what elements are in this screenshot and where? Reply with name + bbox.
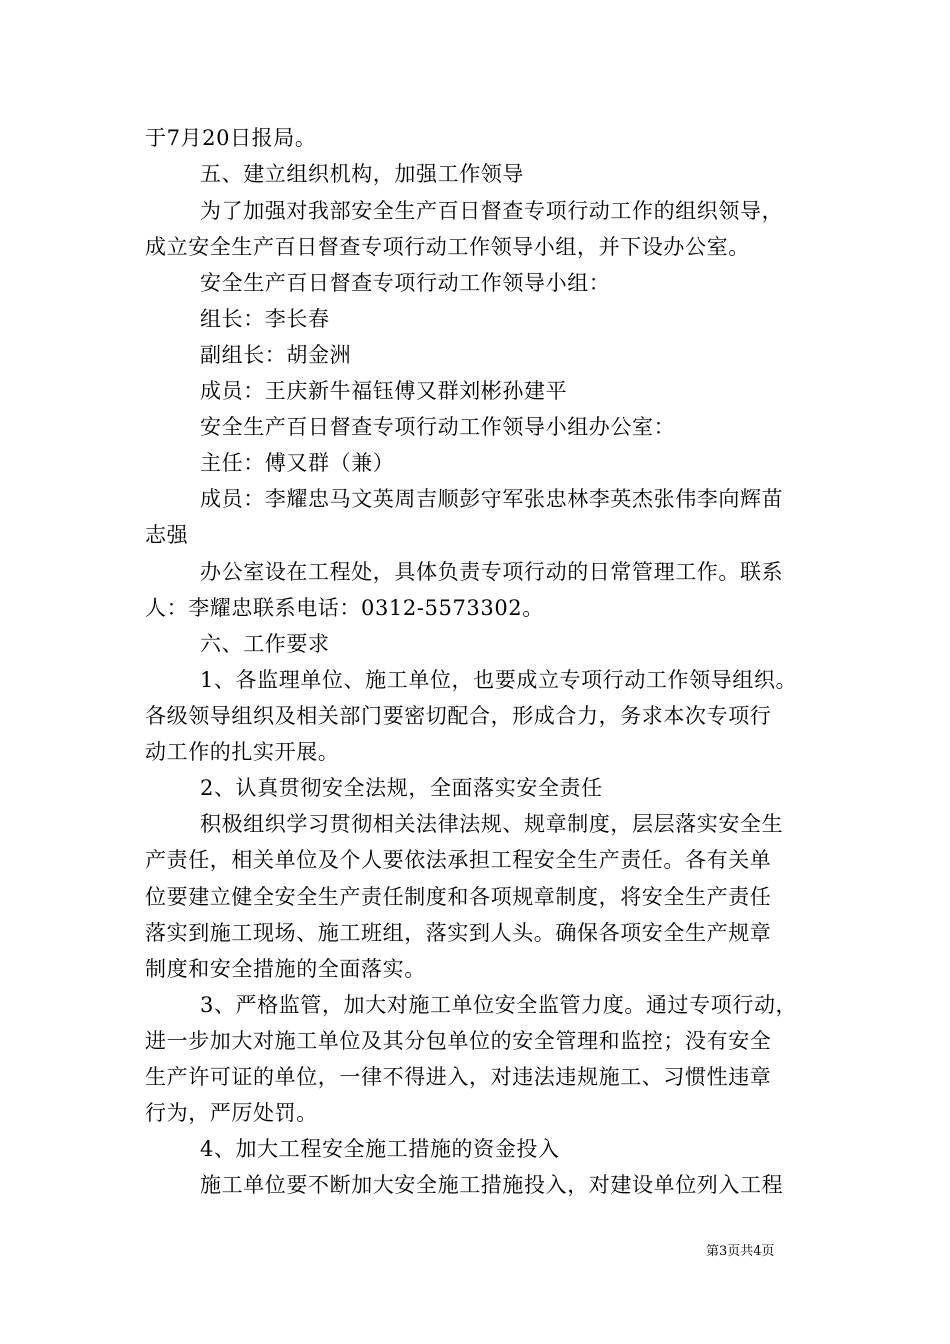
text-line: 进一步加大对施工单位及其分包单位的安全管理和监控；没有安全 [145, 1029, 772, 1053]
page-number: 第3页共4页 [706, 1244, 775, 1259]
section-heading-6: 六、工作要求 [200, 632, 330, 656]
text-line: 积极组织学习贯彻相关法律法规、规章制度，层层落实安全生 [200, 812, 784, 836]
section-heading-5: 五、建立组织机构，加强工作领导 [200, 162, 524, 186]
text-line: 2、认真贯彻安全法规，全面落实安全责任 [200, 776, 603, 800]
text-line: 各级领导组织及相关部门要密切配合，形成合力，务求本次专项行 [145, 704, 772, 728]
text-line: 办公室设在工程处，具体负责专项行动的日常管理工作。联系 [200, 560, 784, 584]
text-line: 成员：李耀忠马文英周吉顺彭守军张忠林李英杰张伟李向辉苗 [200, 487, 784, 511]
text-line: 行为，严厉处罚。 [145, 1101, 318, 1125]
text-line: 安全生产百日督查专项行动工作领导小组： [200, 271, 611, 295]
text-line: 组长：李长春 [200, 307, 330, 331]
text-line: 产责任，相关单位及个人要依法承担工程安全生产责任。各有关单 [145, 848, 772, 872]
text-line: 位要建立健全安全生产责任制度和各项规章制度，将安全生产责任 [145, 885, 772, 909]
text-line: 为了加强对我部安全生产百日督查专项行动工作的组织领导， [200, 199, 784, 223]
text-line: 副组长：胡金洲 [200, 343, 352, 367]
text-line: 人：李耀忠联系电话：0312-5573302。 [145, 596, 544, 620]
text-line: 落实到施工现场、施工班组，落实到人头。确保各项安全生产规章 [145, 921, 772, 945]
text-line: 主任：傅又群（兼） [200, 451, 395, 475]
text-line: 3、严格监管，加大对施工单位安全监管力度。通过专项行动， [200, 993, 798, 1017]
text-line: 于7月20日报局。 [145, 126, 317, 150]
text-line: 动工作的扎实开展。 [145, 740, 340, 764]
text-line: 4、加大工程安全施工措施的资金投入 [200, 1137, 560, 1161]
text-line: 制度和安全措施的全面落实。 [145, 957, 426, 981]
text-line: 安全生产百日督查专项行动工作领导小组办公室： [200, 415, 676, 439]
text-line: 志强 [145, 523, 189, 547]
text-line: 成员：王庆新牛福钰傅又群刘彬孙建平 [200, 379, 568, 403]
text-line: 生产许可证的单位，一律不得进入，对违法违规施工、习惯性违章 [145, 1065, 772, 1089]
text-line: 成立安全生产百日督查专项行动工作领导小组，并下设办公室。 [145, 235, 750, 259]
text-line: 1、各监理单位、施工单位，也要成立专项行动工作领导组织。 [200, 668, 798, 692]
text-line: 施工单位要不断加大安全施工措施投入，对建设单位列入工程 [200, 1173, 784, 1197]
